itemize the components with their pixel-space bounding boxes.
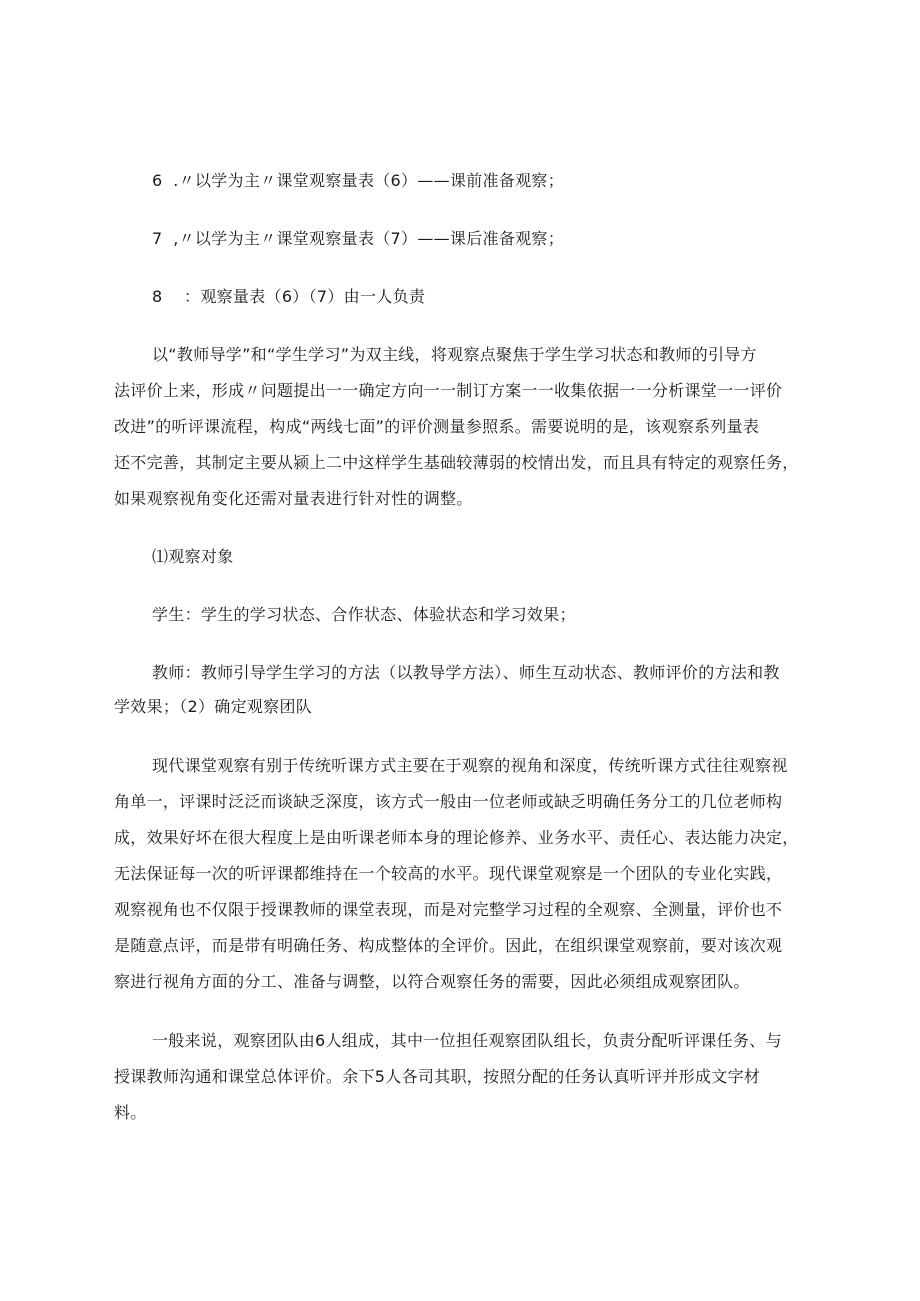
section-heading-observation-object: ⑴观察对象 [152,547,234,566]
paragraph-line: 法评价上来，形成〃问题提出一一确定方向一一制订方案一一收集依据一一分析课堂一一评价 [114,381,783,400]
paragraph-line: 如果观察视角变化还需对量表进行针对性的调整。 [114,489,473,508]
teachers-line: 教师：教师引导学生学习的方法（以教导学方法）、师生互动状态、教师评价的方法和教 [152,663,780,682]
paragraph-line: 授课教师沟通和课堂总体评价。余下5人各司其职，按照分配的任务认真听评并形成文字材 [114,1067,761,1086]
paragraph-line: 角单一，评课时泛泛而谈缺乏深度，该方式一般由一位老师或缺乏明确任务分工的几位老师构 [114,792,783,811]
paragraph-line: 是随意点评，而是带有明确任务、构成整体的全评价。因此，在组织课堂观察前，要对该次观 [114,936,783,955]
paragraph-line: 以“教师导学”和“学生学习”为双主线，将观察点聚焦于学生学习状态和教师的引导方 [152,345,757,364]
paragraph-line: 料。 [114,1103,147,1122]
teachers-line: 学效果；（2）确定观察团队 [114,697,313,716]
paragraph-line: 改进”的听评课流程，构成“两线七面”的评价测量参照系。需要说明的是，该观察系列量表 [114,417,760,436]
paragraph-line: 观察视角也不仅限于授课教师的课堂表现，而是对完整学习过程的全观察、全测量，评价也不 [114,900,783,919]
paragraph-line: 察进行视角方面的分工、准备与调整，以符合观察任务的需要，因此必须组成观察团队。 [114,972,750,991]
paragraph-line: 无法保证每一次的听评课都维持在一个较高的水平。现代课堂观察是一个团队的专业化实践， [114,864,783,883]
list-item-6: 6 .〃以学为主〃课堂观察量表（6）——课前准备观察； [152,171,565,190]
list-item-7: 7 ,〃以学为主〃课堂观察量表（7）——课后准备观察； [152,229,565,248]
paragraph-line: 一般来说，观察团队由6人组成，其中一位担任观察团队组长，负责分配听评课任务、与 [152,1031,782,1050]
list-item-8: 8 ：观察量表（6）（7）由一人负责 [152,287,426,306]
paragraph-line: 成，效果好坏在很大程度上是由听课老师本身的理论修养、业务水平、责任心、表达能力决定， [114,828,799,847]
paragraph-line: 现代课堂观察有别于传统听课方式主要在于观察的视角和深度，传统听课方式往往观察视 [152,756,788,775]
students-line: 学生：学生的学习状态、合作状态、体验状态和学习效果； [152,605,576,624]
paragraph-line: 还不完善，其制定主要从颍上二中这样学生基础较薄弱的校情出发，而且具有特定的观察任务， [114,453,799,472]
